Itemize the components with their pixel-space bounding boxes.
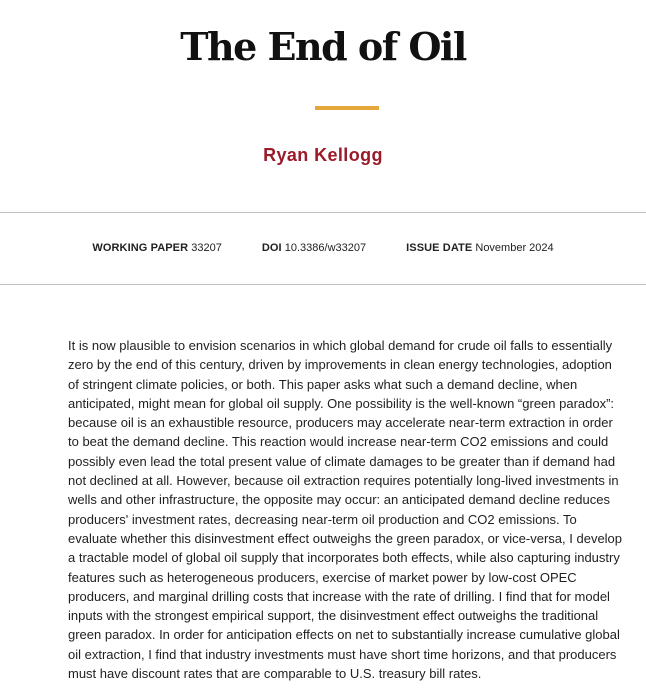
page-title: The End of Oil	[180, 24, 466, 69]
doi-value: 10.3386/w33207	[284, 242, 367, 254]
paper-meta-bar	[0, 241, 646, 255]
issue-date-value: November 2024	[475, 242, 554, 254]
author-name[interactable]: Ryan Kellogg	[263, 145, 383, 165]
abstract-text: It is now plausible to envision scenarios in which global demand for crude oil falls to essentially zero by the end of this century, driven by improvements in clean energy technologies, adoption of stringent climate policies, or both. This paper asks what such a demand decline, when anticipated, might mean for global oil supply. One possibility is the well-known “green paradox”: because oil is an exhaustible resource, producers may accelerate near-term extraction in order to beat the demand decline. This reaction would increase near-term CO2 emissions and could possibly even lead the total present value of climate damages to be greater than if demand had not declined at all. However, because oil extraction requires potentially long-lived investments in wells and other infrastructure, the opposite may occur: an anticipated demand decline reduces producers' investment rates, decreasing near-term oil production and CO2 emissions. To evaluate whether this disinvestment effect outweighs the green paradox, or vice-versa, I develop a tractable model of global oil supply that incorporates both effects, while also capturing industry features such as heterogeneous producers, exercise of market power by low-cost OPEC producers, and marginal drilling costs that increase with the rate of drilling. I find that for model inputs with the strongest empirical support, the disinvestment effect outweighs the traditional green paradox. In order for anticipation effects on net to substantially increase cumulative global oil extraction, I find that industry investments must have short time horizons, and that producers must have discount rates that are comparable to U.S. treasury bill rates.	[68, 338, 623, 682]
working-paper-label: WORKING PAPER	[92, 242, 189, 254]
meta-top-divider	[0, 212, 646, 213]
title-accent-rule	[315, 106, 379, 110]
issue-date-meta	[406, 241, 554, 255]
working-paper-meta	[92, 241, 221, 255]
doi-label: DOI	[261, 242, 282, 254]
issue-date-label: ISSUE DATE	[406, 242, 473, 254]
working-paper-number: 33207	[191, 242, 222, 254]
doi-meta	[262, 241, 366, 255]
meta-bottom-divider	[0, 284, 646, 285]
